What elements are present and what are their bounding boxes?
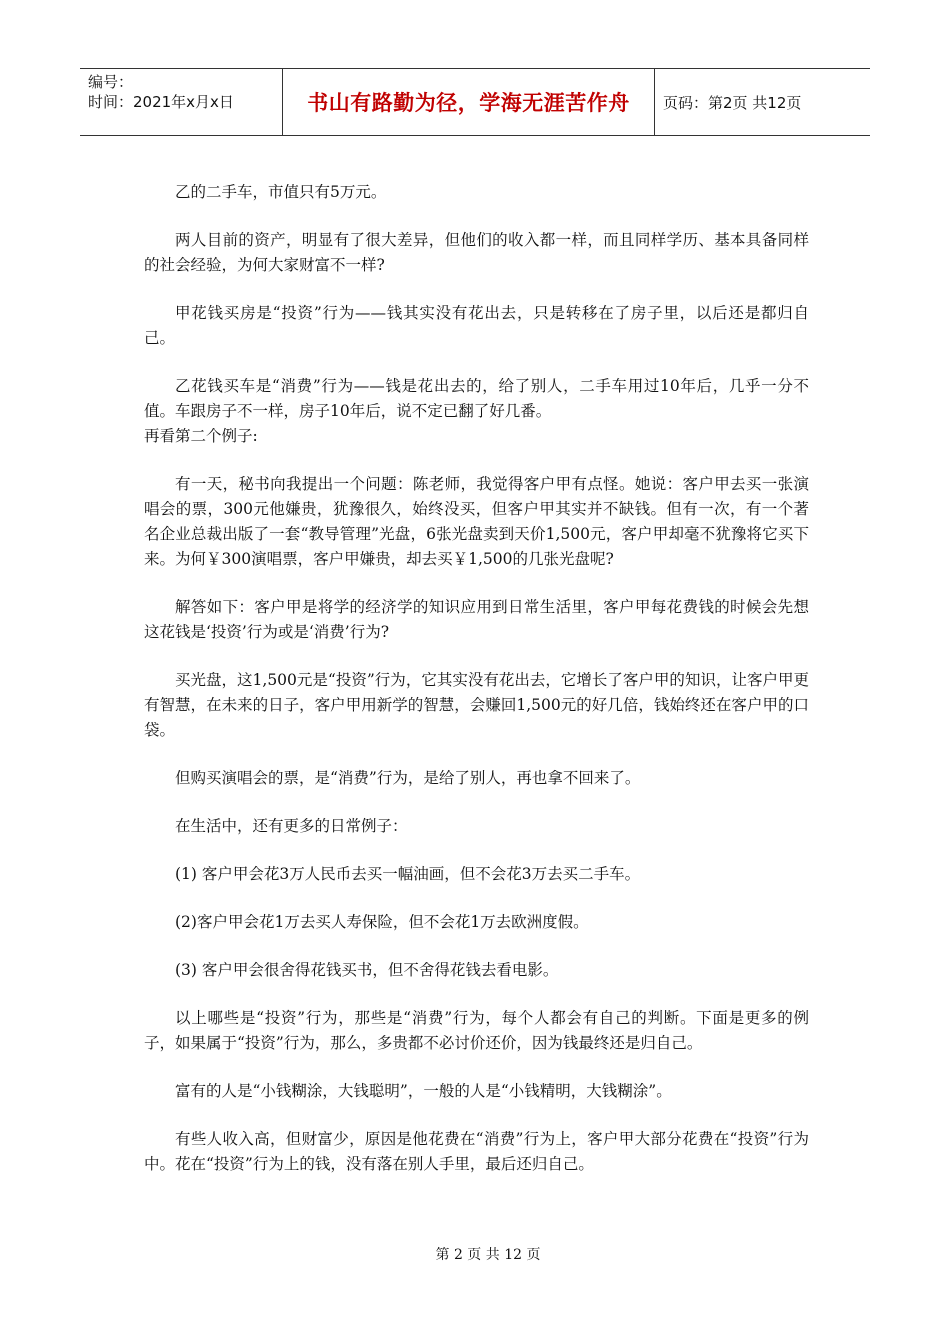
paragraph: 有些人收入高，但财富少，原因是他花费在“消费”行为上，客户甲大部分花费在“投资”行为中。花在“投资”行为上的钱，没有落在别人手里，最后还归自己。 — [144, 1130, 809, 1173]
paragraph: 以上哪些是“投资”行为，那些是“消费”行为，每个人都会有自己的判断。下面是更多的例子，如果属于“投资”行为，那么，多贵都不必讨价还价，因为钱最终还是归自己。 — [144, 1009, 809, 1052]
list-item: (1) 客户甲会花3万人民币去买一幅油画，但不会花3万去买二手车。 — [175, 865, 641, 883]
list-item: (3) 客户甲会很舍得花钱买书，但不舍得花钱去看电影。 — [175, 961, 559, 979]
paragraph: 甲花钱买房是“投资”行为——钱其实没有花出去，只是转移在了房子里，以后还是都归自己。 — [144, 304, 809, 347]
document-date-label: 时间：2021年x月x日 — [88, 93, 234, 111]
header-page-info: 页码：第2页 共12页 — [663, 93, 802, 112]
paragraph: 买光盘，这1,500元是“投资”行为，它其实没有花出去，它增长了客户甲的知识，让客户甲更有智慧，在未来的日子，客户甲用新学的智慧，会赚回1,500元的好几倍，钱始终还在客户甲的口袋。 — [144, 671, 809, 739]
header-meta-cell — [80, 69, 283, 135]
page-header — [80, 68, 870, 136]
header-page-cell — [655, 69, 870, 135]
paragraph: 解答如下：客户甲是将学的经济学的知识应用到日常生活里，客户甲每花费钱的时候会先想这花钱是‘投资’行为或是‘消费’行为? — [144, 598, 809, 641]
paragraph: 乙的二手车，市值只有5万元。 — [175, 183, 387, 201]
paragraph: 在生活中，还有更多的日常例子： — [175, 817, 408, 835]
paragraph: 两人目前的资产，明显有了很大差异，但他们的收入都一样，而且同样学历、基本具备同样的社会经验，为何大家财富不一样? — [144, 231, 809, 274]
paragraph: 但购买演唱会的票，是“消费”行为，是给了别人，再也拿不回来了。 — [175, 769, 641, 787]
header-motto: 书山有路勤为径，学海无涯苦作舟 — [307, 91, 630, 115]
document-body — [144, 180, 809, 1200]
page-footer: 第 2 页 共 12 页 — [435, 1247, 541, 1263]
document-number-label: 编号： — [88, 73, 134, 91]
paragraph: 有一天，秘书向我提出一个问题：陈老师，我觉得客户甲有点怪。她说：客户甲去买一张演唱会的票，300元他嫌贵，犹豫很久，始终没买，但客户甲其实并不缺钱。但有一次，有一个著名企业总裁出版了一套“教导管理”光盘，6张光盘卖到天价1,500元，客户甲却毫不犹豫将它买下来。为何￥300演唱票，客户甲嫌贵，却去买￥1,500的几张光盘呢? — [144, 475, 809, 568]
section-intro: 再看第二个例子: — [144, 427, 258, 445]
header-motto-cell — [283, 69, 655, 135]
list-item: (2)客户甲会花1万去买人寿保险，但不会花1万去欧洲度假。 — [175, 913, 589, 931]
paragraph: 乙花钱买车是“消费”行为——钱是花出去的，给了别人，二手车用过10年后，几乎一分不值。车跟房子不一样，房子10年后，说不定已翻了好几番。 — [144, 377, 809, 420]
paragraph: 富有的人是“小钱糊涂，大钱聪明”，一般的人是“小钱精明，大钱糊涂”。 — [175, 1082, 672, 1100]
